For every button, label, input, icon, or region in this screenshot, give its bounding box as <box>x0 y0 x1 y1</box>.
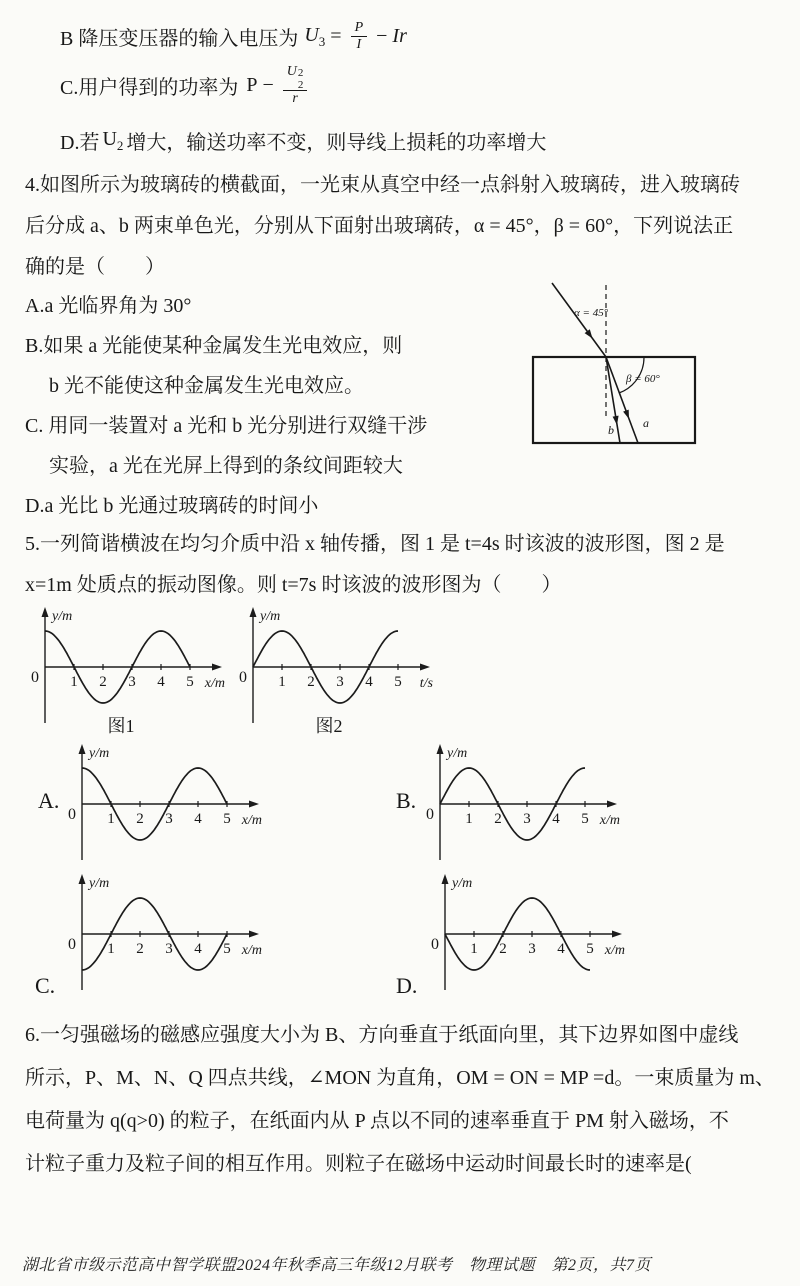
figure2-caption: 图2 <box>315 716 343 736</box>
waveform-option-d <box>415 872 627 998</box>
q5-line2: x=1m 处质点的振动图像。则 t=7s 时该波的波形图为（ ） <box>25 574 562 596</box>
svg-text:4: 4 <box>557 941 565 957</box>
q6-line3: 电荷量为 q(q>0) 的粒子，在纸面内从 P 点以不同的速率垂直于 PM 射入磁场，不 <box>25 1110 729 1132</box>
q4-line1: 4.如图所示为玻璃砖的横截面，一光束从真空中经一点斜射入玻璃砖，进入玻璃砖 <box>25 174 740 196</box>
svg-text:4: 4 <box>552 811 560 827</box>
beta-angle-label: β = 60° <box>626 373 660 385</box>
q4-option-b-cont: b 光不能使这种金属发生光电效应。 <box>49 375 364 397</box>
svg-text:x/m: x/m <box>604 943 625 958</box>
svg-text:0: 0 <box>68 936 76 953</box>
svg-text:2: 2 <box>136 811 144 827</box>
q6-line1: 6.一匀强磁场的磁感应强度大小为 B、方向垂直于纸面向里，其下边界如图中虚线 <box>25 1024 739 1046</box>
svg-text:0: 0 <box>68 806 76 823</box>
svg-text:x/m: x/m <box>241 943 262 958</box>
svg-text:3: 3 <box>336 674 344 690</box>
q3-option-c-text: C.用户得到的功率为 <box>60 77 239 100</box>
svg-text:y/m: y/m <box>260 609 281 624</box>
svg-text:4: 4 <box>365 674 373 690</box>
svg-text:x/m: x/m <box>599 813 620 828</box>
svg-text:3: 3 <box>165 811 173 827</box>
q3-option-b: B 降压变压器的输入电压为 $U_3$ = $\frac{P}{I}$ − Ir <box>60 20 407 53</box>
svg-text:0: 0 <box>431 936 439 953</box>
svg-text:1: 1 <box>107 811 115 827</box>
svg-text:y/m: y/m <box>89 746 110 761</box>
q5-line1: 5.一列简谐横波在均匀介质中沿 x 轴传播，图 1 是 t=4s 时该波的波形图，图 2 是 <box>25 533 725 555</box>
svg-text:y/m: y/m <box>52 609 73 624</box>
svg-text:5: 5 <box>223 941 231 957</box>
svg-text:1: 1 <box>470 941 478 957</box>
waveform-option-b <box>410 742 622 868</box>
svg-text:t/s: t/s <box>419 676 433 691</box>
q6-stem <box>25 1014 775 1186</box>
q3-option-c: C.用户得到的功率为 P − U 2 2 r <box>60 64 311 107</box>
waveform-option-c <box>52 872 264 998</box>
q4-line3: 确的是（ ） <box>25 256 165 278</box>
ray-a-label: a <box>643 416 649 430</box>
q3-option-b-text: B 降压变压器的输入电压为 <box>60 28 299 51</box>
svg-text:x/m: x/m <box>204 676 225 691</box>
fraction-u2sq-over-r: U 2 2 r <box>283 64 308 107</box>
ray-b-label: b <box>608 423 614 437</box>
svg-text:5: 5 <box>581 811 589 827</box>
svg-text:1: 1 <box>465 811 473 827</box>
q5-option-c-label: C. <box>35 973 56 998</box>
q5-option-a-label: A. <box>38 788 60 813</box>
svg-text:5: 5 <box>586 941 594 957</box>
q5-option-d-label: D. <box>396 973 418 998</box>
svg-text:y/m: y/m <box>89 876 110 891</box>
q4-option-d: D.a 光比 b 光通过玻璃砖的时间小 <box>25 495 319 517</box>
figure1-caption: 图1 <box>107 716 135 736</box>
svg-text:y/m: y/m <box>447 746 468 761</box>
svg-text:1: 1 <box>107 941 115 957</box>
q4-line2: 后分成 a、b 两束单色光，分别从下面射出玻璃砖，α = 45°，β = 60°，下列说法正 <box>25 215 734 237</box>
svg-text:3: 3 <box>128 674 136 690</box>
svg-text:2: 2 <box>99 674 107 690</box>
fraction-p-over-i: $\frac{P}{I}$ <box>351 20 368 53</box>
svg-text:4: 4 <box>194 941 202 957</box>
svg-text:5: 5 <box>223 811 231 827</box>
svg-text:4: 4 <box>157 674 165 690</box>
svg-text:3: 3 <box>528 941 536 957</box>
svg-text:2: 2 <box>494 811 502 827</box>
svg-text:5: 5 <box>394 674 402 690</box>
glass-brick-rect <box>533 357 695 443</box>
u3-symbol: U <box>304 23 319 46</box>
svg-text:4: 4 <box>194 811 202 827</box>
page-footer: 湖北省市级示范高中智学联盟2024年秋季高三年级12月联考 物理试题 第2页，共7页 <box>22 1257 652 1274</box>
incident-ray-arrowhead <box>585 329 593 338</box>
glass-brick-diagram <box>520 270 705 455</box>
svg-text:0: 0 <box>239 669 247 686</box>
q6-line4: 计粒子重力及粒子间的相互作用。则粒子在磁场中运动时间最长时的速率是( <box>25 1153 692 1175</box>
svg-text:2: 2 <box>136 941 144 957</box>
svg-text:y/m: y/m <box>452 876 473 891</box>
svg-text:2: 2 <box>307 674 315 690</box>
q4-option-c: C. 用同一装置对 a 光和 b 光分别进行双缝干涉 <box>25 415 428 437</box>
q4-option-b: B.如果 a 光能使某种金属发生光电效应，则 <box>25 335 403 357</box>
svg-text:1: 1 <box>70 674 78 690</box>
ray-a-arrowhead <box>623 410 629 419</box>
q3-option-d: D.若 $U_2$ 增大，输送功率不变，则导线上损耗的功率增大 <box>60 127 547 154</box>
svg-text:3: 3 <box>523 811 531 827</box>
q3-option-d-text: 增大，输送功率不变，则导线上损耗的功率增大 <box>126 132 547 154</box>
svg-text:0: 0 <box>426 806 434 823</box>
alpha-angle-label: α = 45° <box>574 307 609 319</box>
q4-option-a: A.a 光临界角为 30° <box>25 295 192 317</box>
svg-text:2: 2 <box>499 941 507 957</box>
q4-options <box>25 289 427 529</box>
q5-stem <box>25 524 725 606</box>
svg-text:3: 3 <box>165 941 173 957</box>
svg-text:1: 1 <box>278 674 286 690</box>
q5-option-b-label: B. <box>396 788 417 813</box>
incident-ray <box>552 283 606 357</box>
svg-text:0: 0 <box>31 669 39 686</box>
q6-line2: 所示，P、M、N、Q 四点共线，∠MON 为直角，OM = ON = MP =d。一束质量为 m、 <box>25 1067 775 1089</box>
waveform-option-a <box>52 742 264 868</box>
svg-text:5: 5 <box>186 674 194 690</box>
q4-option-c-cont: 实验，a 光在光屏上得到的条纹间距较大 <box>49 455 403 477</box>
ir-term: Ir <box>392 25 407 48</box>
svg-text:x/m: x/m <box>241 813 262 828</box>
